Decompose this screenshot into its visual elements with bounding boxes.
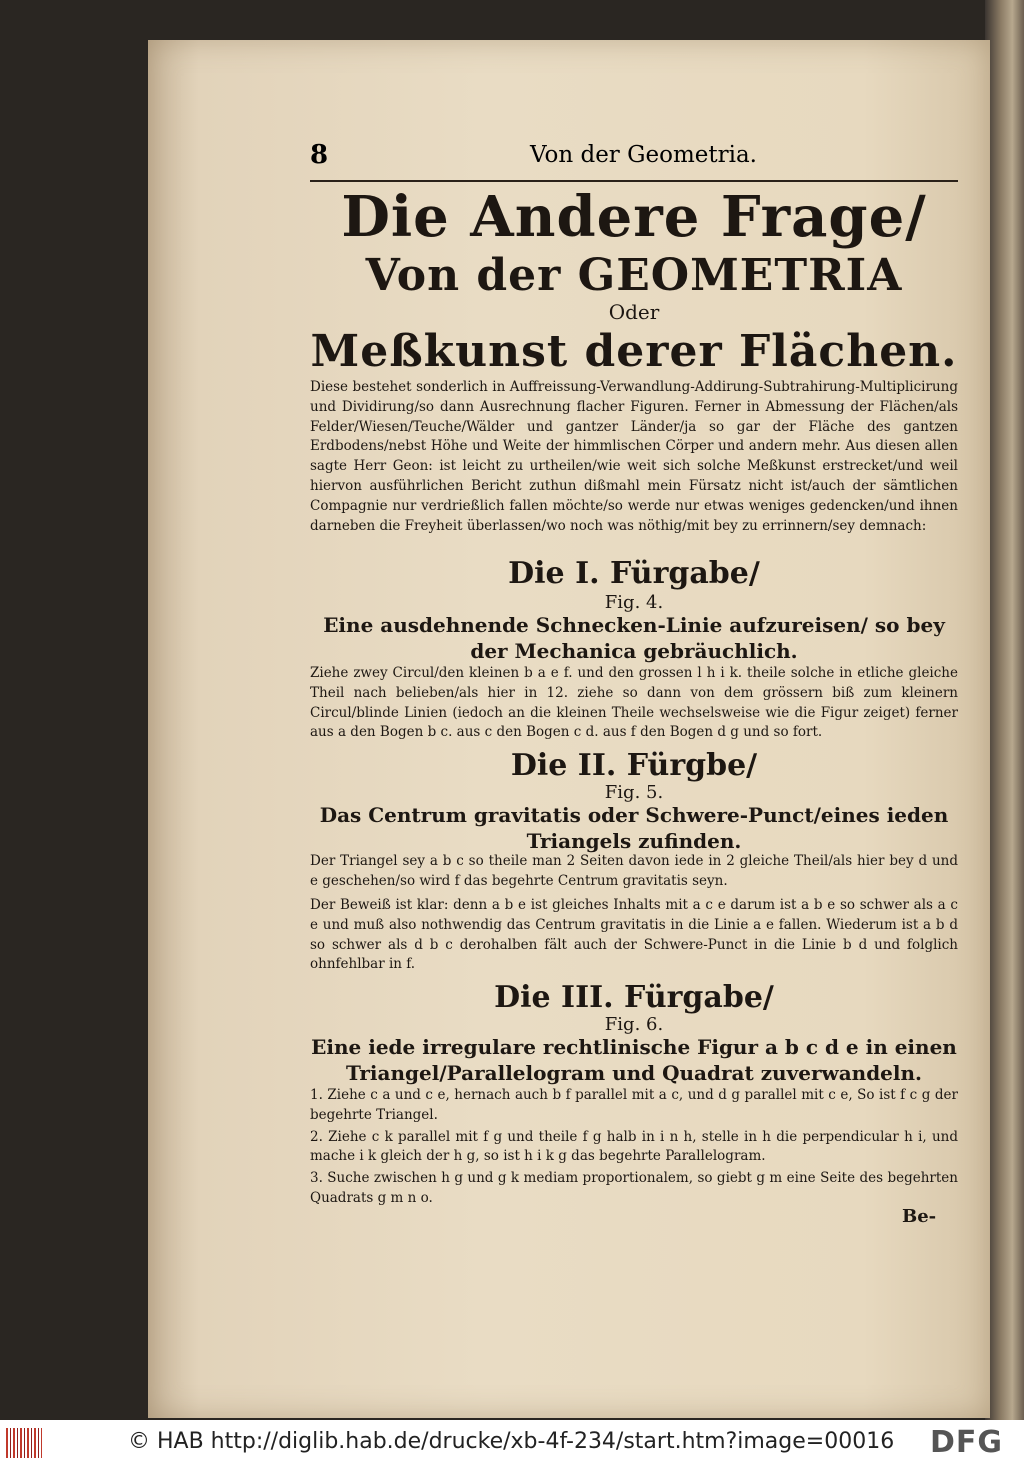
list-item: 3. Suche zwischen h g und g k mediam proportionalem, so giebt g m eine Seite des begehrten Quadrats g m n o. xyxy=(310,1170,958,1206)
proposition: Das Centrum gravitatis oder Schwere-Punct/eines ieden Triangels zufinden. xyxy=(319,803,949,853)
section-paragraph: Der Beweiß ist klar: denn a b e ist gleiches Inhalts mit a c e darum ist a b e so schwer als a c e und muß also nothwendig das Centrum gravitatis in die Linie a e fallen. Wiederum ist a b d so schwer als d b c derohalben fält auch der Schwere-Punct in die Linie b d und folglich ohnfehlbar in f. xyxy=(310,897,958,973)
section-paragraph: Der Triangel sey a b c so theile man 2 Seiten davon iede in 2 gleiche Theil/als hier bey d und e geschehen/so wird f das begehrte Centrum gravitatis seyn. xyxy=(310,853,958,889)
intro-paragraph: Diese bestehet sonderlich in Auffreissung-Verwandlung-Addirung-Subtrahirung-Multiplicirung und Dividirung/so dann Ausrechnung flacher Figuren. Ferner in Abmessung der Flächen/als Felder/Wiesen/Teuche/Wälder und gantzer Länder/ja so gar der Fläche des gantzen Erdbodens/nebst Höhe und Weite der himmlischen Cörper und andern mehr. Aus diesen allen sagte Herr Geon: ist leicht zu urtheilen/wie weit sich solche Meßkunst erstrecket/und weil hiervon ausführlichen Bericht zuthun dißmahl mein Fürsatz nicht ist/auch der sämtlichen Compagnie nur verdrießlich fallen möchte/so werde nur etwas weniges gedencken/und ihnen darneben die Freyheit überlassen/wo noch was nöthig/mit bey zu errinnern/sey demnach: xyxy=(310,379,958,534)
section-heading: Die II. Fürgbe/ xyxy=(510,748,758,783)
next-page-edge xyxy=(985,0,1024,1420)
chapter-subtitle: Von der GEOMETRIA xyxy=(365,250,903,301)
numbered-list xyxy=(310,1086,958,1211)
proposition: Eine iede irregulare rechtlinische Figur a b c d e in einen Triangel/Parallelogram und Quadrat zuverwandeln. xyxy=(311,1035,957,1085)
chapter-title-messkunst: Meßkunst derer Flächen. xyxy=(310,326,958,377)
section-paragraph: Ziehe zwey Circul/den kleinen b a e f. und den grossen l h i k. theile solche in etliche gleiche Theil nach belieben/als hier in 12. ziehe so dann von dem grössern biß zum kleinern Circul/blinde Linien (iedoch an die kleinen Theile wechselsweise wie die Figur zeiget) ferner aus a den Bogen b c. aus c den Bogen c d. aus f den Bogen d g und so fort. xyxy=(310,665,958,741)
figure-reference: Fig. 5. xyxy=(604,782,664,803)
footer-bar xyxy=(0,1420,1024,1466)
citation-link[interactable]: © HAB http://diglib.hab.de/drucke/xb-4f-234/start.htm?image=00016 xyxy=(128,1429,895,1454)
list-item: 2. Ziehe c k parallel mit f g und theile f g halb in i n h, stelle in h die perpendicular h i, und mache i k gleich der h g, so ist h i k g das begehrte Parallelogram. xyxy=(310,1128,958,1165)
running-title: Von der Geometria. xyxy=(530,142,757,168)
catchword: Be- xyxy=(902,1206,937,1227)
page-header xyxy=(310,140,958,180)
figure-reference: Fig. 4. xyxy=(604,592,664,613)
page-number: 8 xyxy=(310,140,329,170)
barcode-icon xyxy=(6,1428,42,1458)
dfg-logo: DFG xyxy=(930,1425,1004,1460)
chapter-title: Die Andere Frage/ xyxy=(341,184,927,250)
list-item: 1. Ziehe c a und c e, hernach auch b f parallel mit a c, und d g parallel mit c e, So ist f c g der begehrte Triangel. xyxy=(310,1087,958,1123)
section-heading: Die I. Fürgabe/ xyxy=(508,556,760,591)
proposition: Eine ausdehnende Schnecken-Linie aufzureisen/ so bey der Mechanica gebräuchlich. xyxy=(323,613,945,663)
header-rule xyxy=(310,180,958,182)
chapter-title-oder: Oder xyxy=(608,300,660,324)
section-heading: Die III. Fürgabe/ xyxy=(494,980,774,1015)
figure-reference: Fig. 6. xyxy=(604,1014,664,1035)
